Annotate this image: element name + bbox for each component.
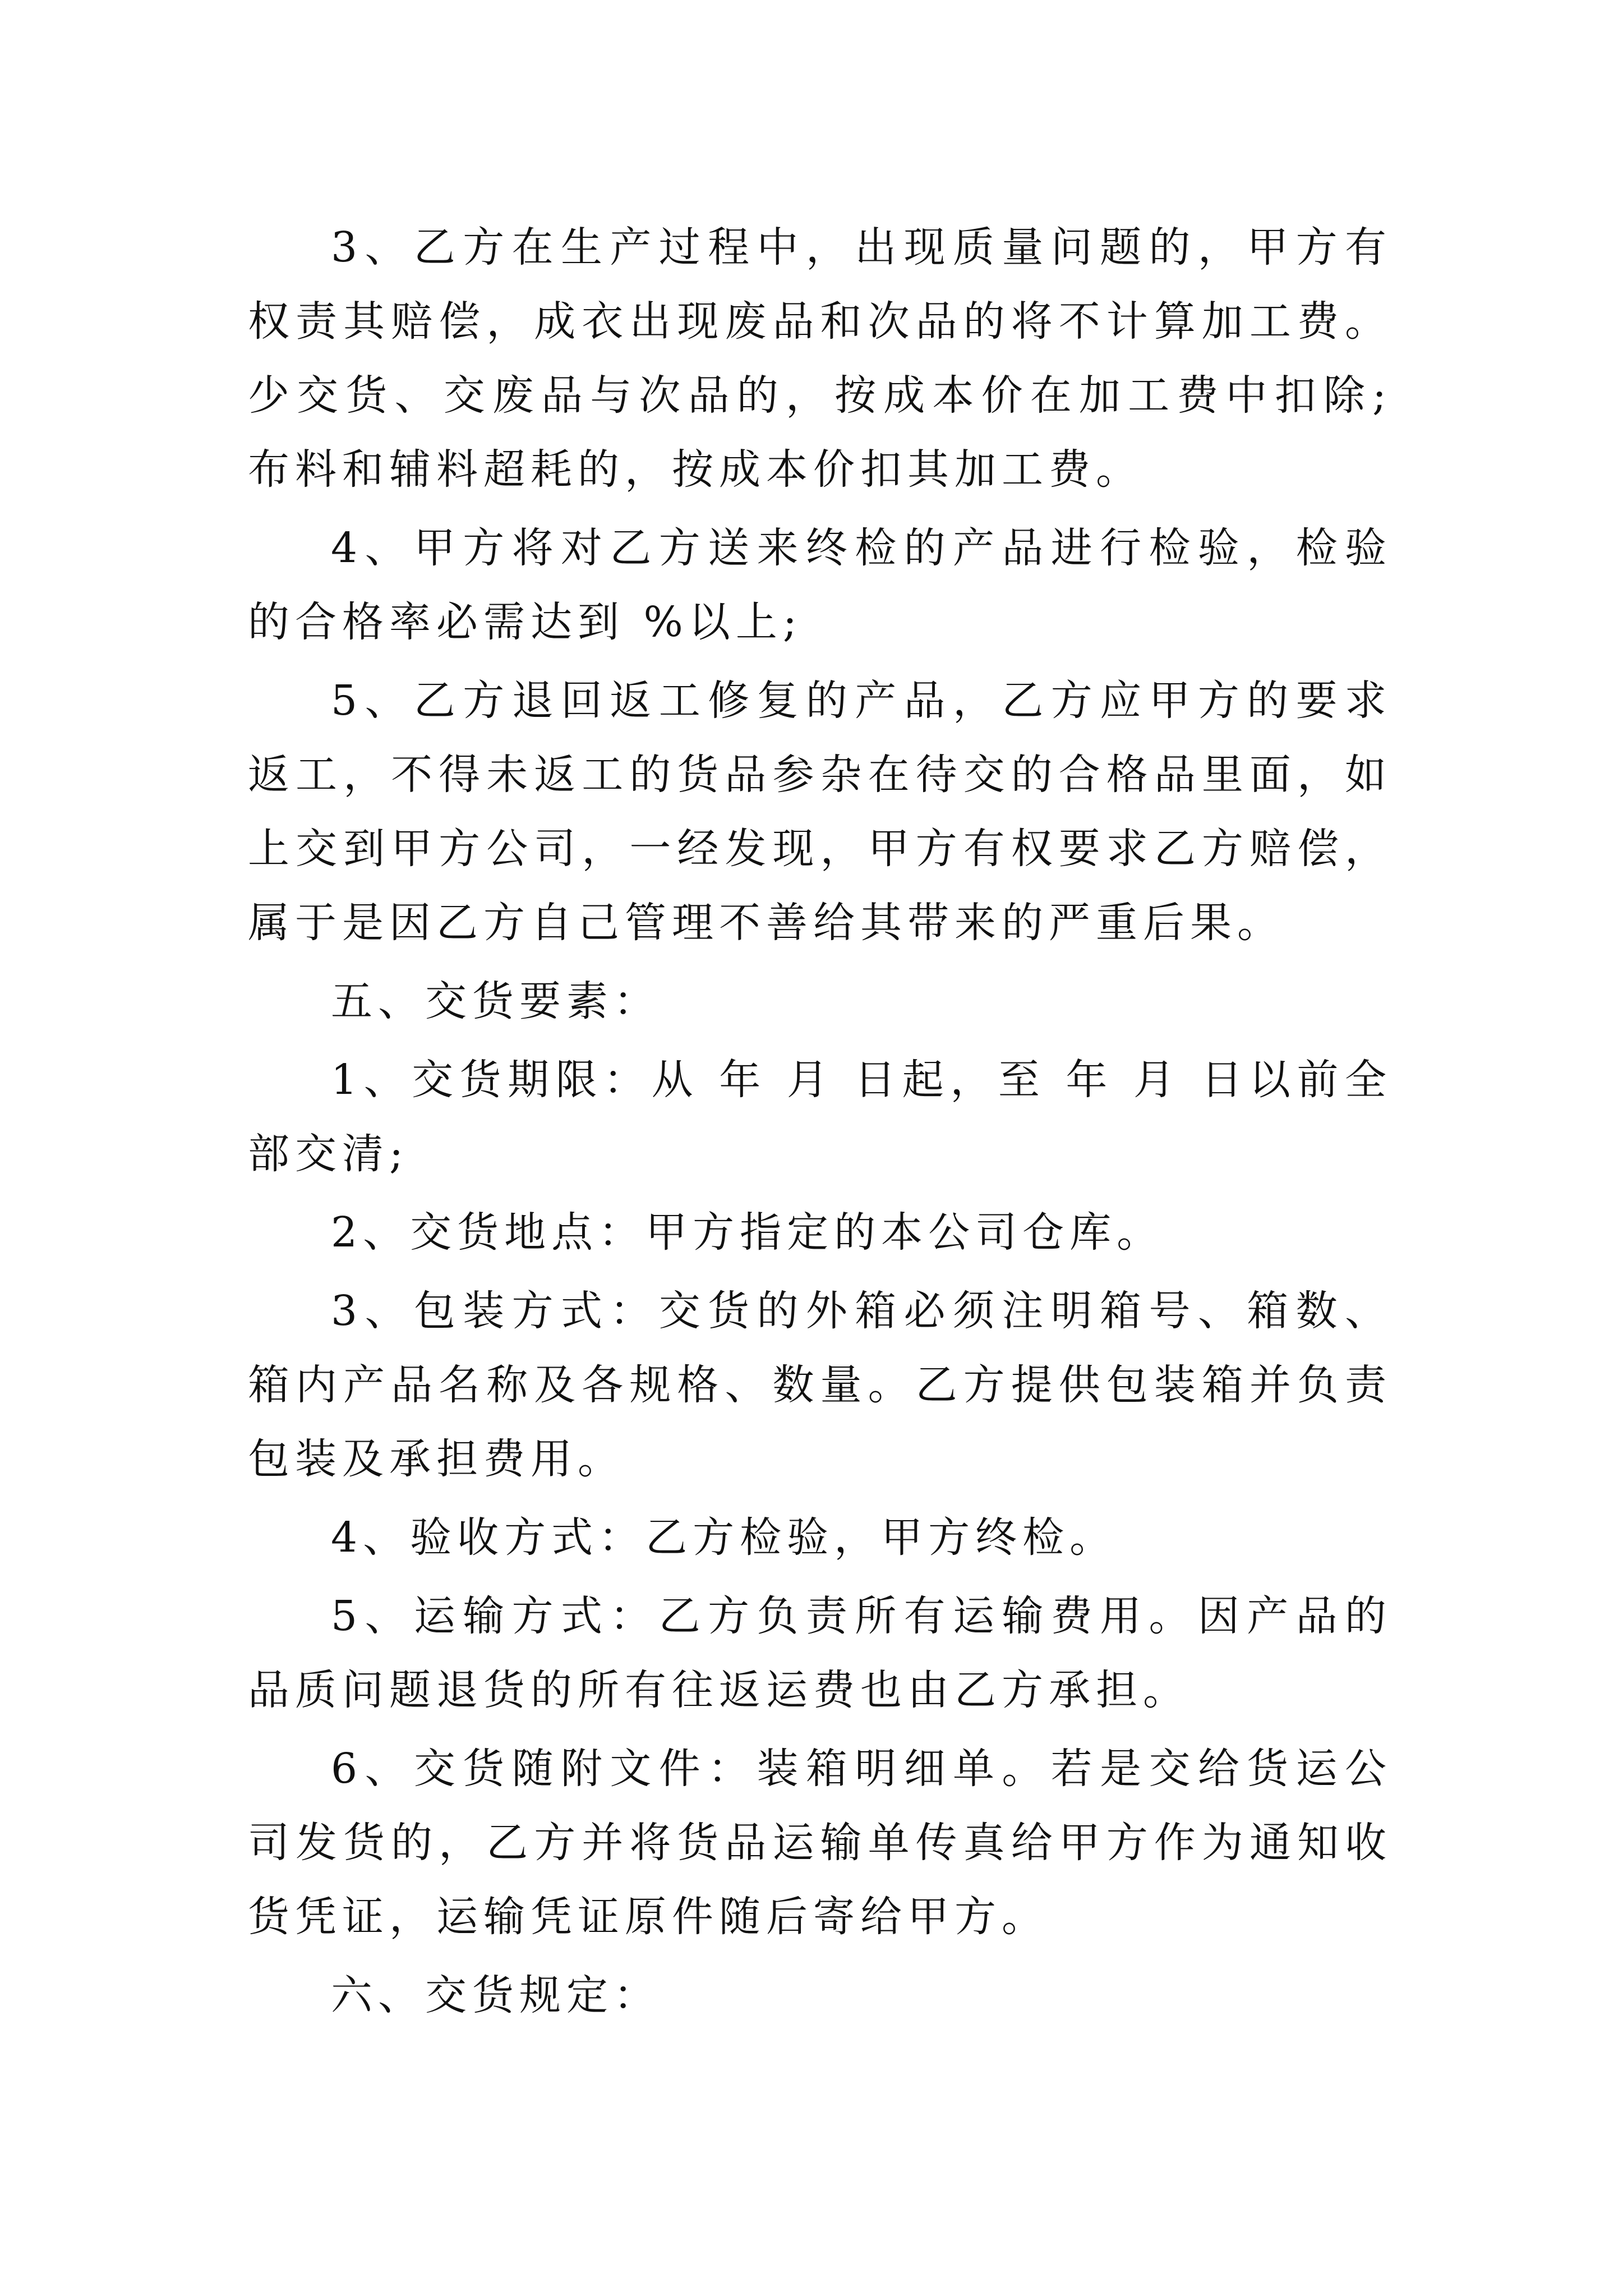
clause-delivery-documents: 6、交货随附文件：装箱明细单。若是交给货运公司发货的，乙方并将货品运输单传真给甲方作为通知收货凭证，运输凭证原件随后寄给甲方。 (248, 1745, 1392, 1941)
section-heading-delivery-elements: 五、交货要素： (331, 977, 661, 1025)
clause-delivery-location: 2、交货地点：甲方指定的本公司仓库。 (331, 1208, 1164, 1257)
clause-transport: 5、运输方式：乙方负责所有运输费用。因产品的品质问题退货的所有往返运费也由乙方承担。 (248, 1592, 1392, 1714)
section-heading-delivery-rules: 六、交货规定： (331, 1971, 661, 2019)
document-body (248, 210, 1392, 2037)
clause-rework: 5、乙方退回返工修复的产品，乙方应甲方的要求返工，不得未返工的货品参杂在待交的合格品里面，如上交到甲方公司，一经发现，甲方有权要求乙方赔偿，属于是因乙方自己管理不善给其带来的严重后果。 (248, 677, 1392, 947)
clause-inspection-pass-rate: 4、甲方将对乙方送来终检的产品进行检验，检验的合格率必需达到 %以上; (248, 524, 1392, 646)
clause-acceptance: 4、验收方式：乙方检验，甲方终检。 (331, 1513, 1117, 1562)
clause-delivery-deadline: 1、交货期限：从 年 月 日起，至 年 月 日以前全部交清; (248, 1056, 1392, 1178)
clause-packaging: 3、包装方式：交货的外箱必须注明箱号、箱数、箱内产品名称及各规格、数量。乙方提供包装箱并负责包装及承担费用。 (248, 1287, 1392, 1483)
clause-quality-compensation: 3、乙方在生产过程中，出现质量问题的，甲方有权责其赔偿，成衣出现废品和次品的将不计算加工费。少交货、交废品与次品的，按成本价在加工费中扣除;布料和辅料超耗的，按成本价扣其加工费。 (248, 223, 1392, 494)
